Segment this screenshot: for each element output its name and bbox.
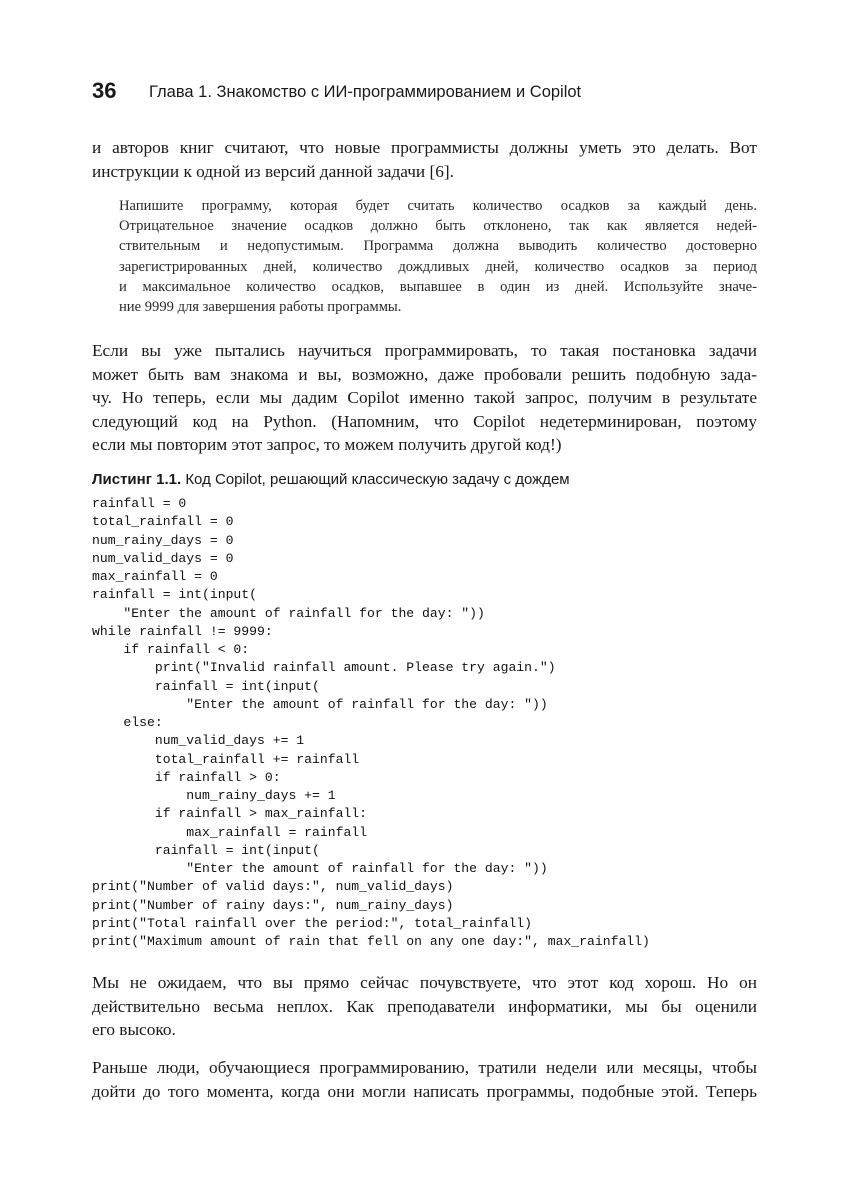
code-line: print("Number of valid days:", num_valid_days) <box>92 879 454 895</box>
code-listing <box>92 495 650 951</box>
code-line: rainfall = int(input( <box>92 842 320 858</box>
code-line: print("Number of rainy days:", num_rainy_days) <box>92 897 454 913</box>
code-line: if rainfall > max_rainfall: <box>92 806 368 822</box>
text-line: его высоко. <box>92 1020 176 1039</box>
code-line: else: <box>92 715 163 730</box>
code-line: while rainfall != 9999: <box>92 623 273 639</box>
quote-line: Отрицательное значение осадков должно быть отклонено, так как является недей- <box>119 218 757 235</box>
code-line: print("Maximum amount of rain that fell on any one day:", max_rainfall) <box>92 934 650 949</box>
code-line: "Enter the amount of rainfall for the day: ")) <box>92 605 485 621</box>
text-line: следующий код на Python. (Напомним, что Copilot недетерминирован, поэтому <box>92 411 757 431</box>
text-line: и авторов книг считают, что новые программисты должны уметь это делать. Вот <box>92 138 757 157</box>
code-line: rainfall = 0 <box>92 496 187 511</box>
code-line: num_rainy_days = 0 <box>92 532 234 548</box>
page-number: 36 <box>92 78 117 103</box>
listing-caption <box>92 470 570 490</box>
code-line: max_rainfall = rainfall <box>92 824 368 840</box>
code-line: num_rainy_days += 1 <box>92 788 336 803</box>
page-header <box>92 76 759 106</box>
code-line: rainfall = int(input( <box>92 587 258 603</box>
task-quote <box>119 196 757 317</box>
text-line: действительно весьма неплох. Как преподаватели информатики, мы бы оценили <box>92 996 757 1016</box>
listing-title: Код Copilot, решающий классическую задачу с дождем <box>181 471 570 488</box>
code-line: num_valid_days += 1 <box>92 733 305 749</box>
quote-line: и максимальное количество осадков, выпавшее в один из дней. Используйте значе- <box>119 278 757 295</box>
text-line: чу. Но теперь, если мы дадим Copilot именно такой запрос, получим в результате <box>92 388 757 407</box>
code-line: total_rainfall += rainfall <box>92 751 360 767</box>
code-line: if rainfall < 0: <box>92 642 250 657</box>
code-line: if rainfall > 0: <box>92 769 281 785</box>
listing-label: Листинг 1.1. <box>92 471 182 488</box>
text-line: Если вы уже пытались научиться программировать, то такая постановка задачи <box>92 341 757 360</box>
running-head: Глава 1. Знакомство с ИИ-программированием и Copilot <box>149 83 582 101</box>
text-line: Раньше люди, обучающиеся программированию, тратили недели или месяцы, чтобы <box>92 1058 757 1077</box>
code-line: max_rainfall = 0 <box>92 569 218 584</box>
code-line: total_rainfall = 0 <box>92 514 234 530</box>
quote-line: ние 9999 для завершения работы программы. <box>119 299 402 316</box>
code-line: "Enter the amount of rainfall for the day: ")) <box>92 696 548 712</box>
text-line: Мы не ожидаем, что вы прямо сейчас почувствуете, что этот код хорош. Но он <box>92 973 757 992</box>
quote-line: зарегистрированных дней, количество дождливых дней, количество осадков за период <box>119 258 757 275</box>
paragraph-intro <box>92 136 757 183</box>
quote-line: ствительным и недопустимым. Программа должна выводить количество достоверно <box>119 238 757 255</box>
code-line: num_valid_days = 0 <box>92 550 234 566</box>
quote-line: Напишите программу, которая будет считать количество осадков за каждый день. <box>119 198 757 214</box>
paragraph-copilot <box>92 339 757 457</box>
text-line: может быть вам знакома и вы, возможно, даже пробовали решить подобную зада- <box>92 364 757 384</box>
paragraph-evaluation <box>92 971 757 1042</box>
code-line: print("Invalid rainfall amount. Please try again.") <box>92 660 556 676</box>
code-line: print("Total rainfall over the period:", total_rainfall) <box>92 915 533 931</box>
text-line: если мы повторим этот запрос, то можем получить другой код!) <box>92 435 562 454</box>
paragraph-learning <box>92 1056 757 1103</box>
code-line: "Enter the amount of rainfall for the day: ")) <box>92 861 548 876</box>
text-line: инструкции к одной из версий данной задачи [6]. <box>92 161 454 181</box>
text-line: дойти до того момента, когда они могли написать программы, подобные этой. Теперь <box>92 1081 757 1101</box>
code-line: rainfall = int(input( <box>92 678 320 694</box>
